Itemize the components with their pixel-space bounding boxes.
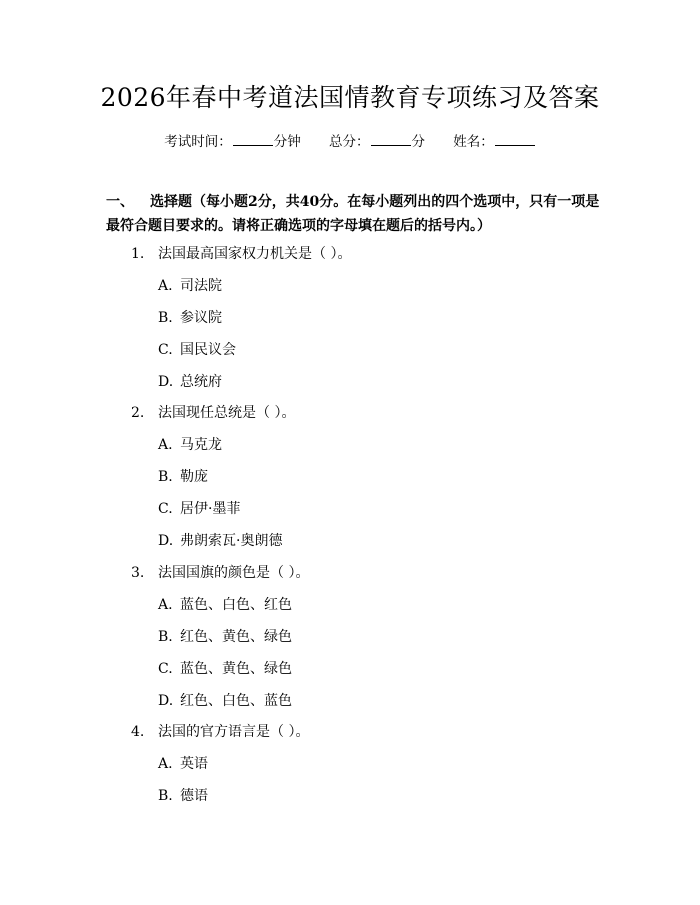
option-text: 国民议会 — [180, 342, 236, 358]
student-name-label: 姓名： — [453, 134, 494, 150]
section-number: 一、 — [106, 194, 134, 210]
total-score-label: 总分： — [329, 134, 370, 150]
option-letter: D. — [158, 693, 174, 709]
option-text: 参议院 — [180, 310, 222, 326]
option-letter: B. — [158, 629, 173, 645]
q3-option-d — [158, 691, 292, 711]
q1-option-b — [158, 308, 222, 328]
question-4 — [131, 722, 309, 742]
total-score-unit: 分 — [411, 134, 425, 150]
q1-option-d — [158, 372, 222, 392]
question-text: 法国现任总统是（ ）。 — [158, 405, 296, 421]
option-letter: A. — [158, 756, 173, 772]
option-letter: B. — [158, 469, 173, 485]
q2-option-b — [158, 467, 208, 487]
q4-option-a — [158, 754, 208, 774]
question-1 — [131, 244, 351, 264]
option-letter: C. — [158, 342, 173, 358]
question-number: 1. — [131, 246, 145, 262]
total-score-blank — [371, 132, 411, 146]
option-text: 蓝色、黄色、绿色 — [180, 661, 292, 677]
question-text: 法国的官方语言是（ ）。 — [158, 724, 310, 740]
exam-time-blank — [233, 132, 273, 146]
student-name-field — [453, 134, 536, 150]
question-3 — [131, 563, 309, 583]
q3-option-a — [158, 595, 292, 615]
question-text: 法国国旗的颜色是（ ）。 — [158, 565, 310, 581]
question-2 — [131, 403, 295, 423]
exam-time-label: 考试时间： — [164, 134, 232, 150]
option-text: 蓝色、白色、红色 — [180, 597, 292, 613]
option-text: 马克龙 — [180, 437, 222, 453]
option-letter: C. — [158, 661, 173, 677]
page-title: 2026年春中考道法国情教育专项练习及答案 — [100, 83, 600, 112]
q4-option-b — [158, 786, 208, 806]
option-letter: A. — [158, 597, 173, 613]
option-text: 红色、黄色、绿色 — [180, 629, 292, 645]
section-heading — [106, 190, 606, 238]
option-text: 总统府 — [180, 374, 222, 390]
student-name-blank — [495, 132, 535, 146]
q2-option-a — [158, 435, 222, 455]
option-letter: A. — [158, 278, 173, 294]
option-text: 勒庞 — [180, 469, 208, 485]
option-letter: D. — [158, 533, 174, 549]
question-text: 法国最高国家权力机关是（ ）。 — [158, 246, 352, 262]
option-letter: B. — [158, 310, 173, 326]
option-text: 司法院 — [180, 278, 222, 294]
option-text: 红色、白色、蓝色 — [180, 693, 292, 709]
q2-option-c — [158, 499, 240, 519]
section-instructions: 选择题（每小题2分，共40分。在每小题列出的四个选项中，只有一项是最符合题目要求的。请将正确选项的字母填在题后的括号内。） — [106, 194, 600, 234]
q1-option-c — [158, 340, 236, 360]
q2-option-d — [158, 531, 282, 551]
option-letter: D. — [158, 374, 174, 390]
question-number: 4. — [131, 724, 145, 740]
option-letter: C. — [158, 501, 173, 517]
option-text: 英语 — [180, 756, 208, 772]
option-letter: A. — [158, 437, 173, 453]
exam-time-unit: 分钟 — [273, 134, 301, 150]
total-score-field — [329, 134, 429, 150]
exam-time-field — [164, 134, 305, 150]
exam-info-line — [0, 132, 700, 152]
option-text: 居伊·墨菲 — [180, 501, 241, 517]
q3-option-c — [158, 659, 292, 679]
q3-option-b — [158, 627, 292, 647]
option-text: 弗朗索瓦·奥朗德 — [180, 533, 283, 549]
question-number: 3. — [131, 565, 145, 581]
q1-option-a — [158, 276, 222, 296]
option-text: 德语 — [180, 788, 208, 804]
option-letter: B. — [158, 788, 173, 804]
question-number: 2. — [131, 405, 145, 421]
